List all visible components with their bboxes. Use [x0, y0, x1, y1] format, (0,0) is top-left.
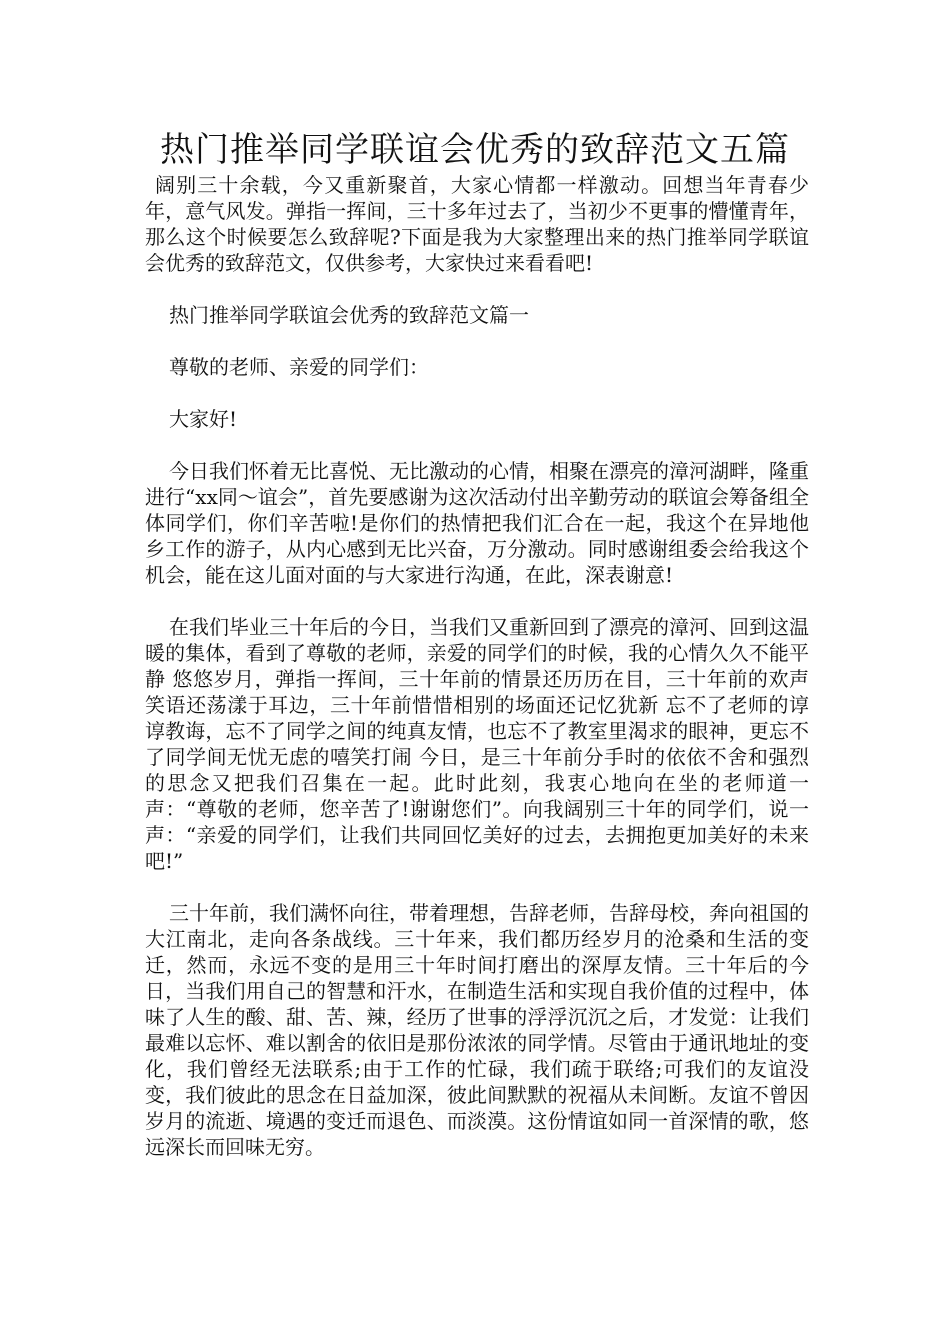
- section-heading: 热门推举同学联谊会优秀的致辞范文篇一: [169, 303, 529, 327]
- salutation: 尊敬的老师、亲爱的同学们：: [169, 355, 429, 379]
- intro-paragraph: 阔别三十余载，今又重新聚首，大家心情都一样激动。回想当年青春少年，意气风发。弹指一挥间，三十多年过去了，当初少不更事的懵懂青年，那么这个时候要怎么致辞呢?下面是我为大家整理出来的热门推举同学联谊会优秀的致辞范文，仅供参考，大家快过来看看吧!: [145, 173, 809, 275]
- spacer: [145, 588, 809, 614]
- document-title: 热门推举同学联谊会优秀的致辞范文五篇: [160, 130, 790, 170]
- spacer: [145, 276, 809, 302]
- body-paragraph: 今日我们怀着无比喜悦、无比激动的心情，相聚在漂亮的漳河湖畔，隆重进行“xx同～谊会”，首先要感谢为这次活动付出辛勤劳动的联谊会筹备组全体同学们，你们辛苦啦!是你们的热情把我们汇合在一起，我这个在异地他乡工作的游子，从内心感到无比兴奋，万分激动。同时感谢组委会给我这个机会，能在这儿面对面的与大家进行沟通，在此，深表谢意!: [145, 459, 809, 587]
- spacer: [145, 874, 809, 900]
- spacer: [145, 328, 809, 354]
- spacer: [145, 432, 809, 458]
- document-body: [145, 172, 809, 1160]
- body-paragraph: 在我们毕业三十年后的今日，当我们又重新回到了漂亮的漳河、回到这温暖的集体，看到了尊敬的老师，亲爱的同学们的时候，我的心情久久不能平静 悠悠岁月，弹指一挥间，三十年前的情景还历历在目，三十年前的欢声笑语还荡漾于耳边，三十年前惜惜相别的场面还记忆犹新 忘不了老师的谆谆教诲，忘不了同学之间的纯真友情，也忘不了教室里渴求的眼神，更忘不了同学间无忧无虑的嘻笑打闹 今日，是三十年前分手时的依依不舍和强烈的思念又把我们召集在一起。此时此刻，我衷心地向在坐的老师道一声：“尊敬的老师，您辛苦了!谢谢您们”。向我阔别三十年的同学们，说一声：“亲爱的同学们，让我们共同回忆美好的过去，去拥抱更加美好的未来吧!”: [145, 615, 809, 873]
- spacer: [145, 380, 809, 406]
- greeting: 大家好!: [169, 407, 238, 431]
- body-paragraph: 三十年前，我们满怀向往，带着理想，告辞老师，告辞母校，奔向祖国的大江南北，走向各条战线。三十年来，我们都历经岁月的沧桑和生活的变迁，然而，永远不变的是用三十年时间打磨出的深厚友情。三十年后的今日，当我们用自己的智慧和汗水，在制造生活和实现自我价值的过程中，体味了人生的酸、甜、苦、辣，经历了世事的浮浮沉沉之后，才发觉：让我们最难以忘怀、难以割舍的依旧是那份浓浓的同学情。尽管由于通讯地址的变化，我们曾经无法联系;由于工作的忙碌，我们疏于联络;可我们的友谊没变，我们彼此的思念在日益加深，彼此间默默的祝福从未间断。友谊不曾因岁月的流逝、境遇的变迁而退色、而淡漠。这份情谊如同一首深情的歌，悠远深长而回味无穷。: [145, 901, 809, 1159]
